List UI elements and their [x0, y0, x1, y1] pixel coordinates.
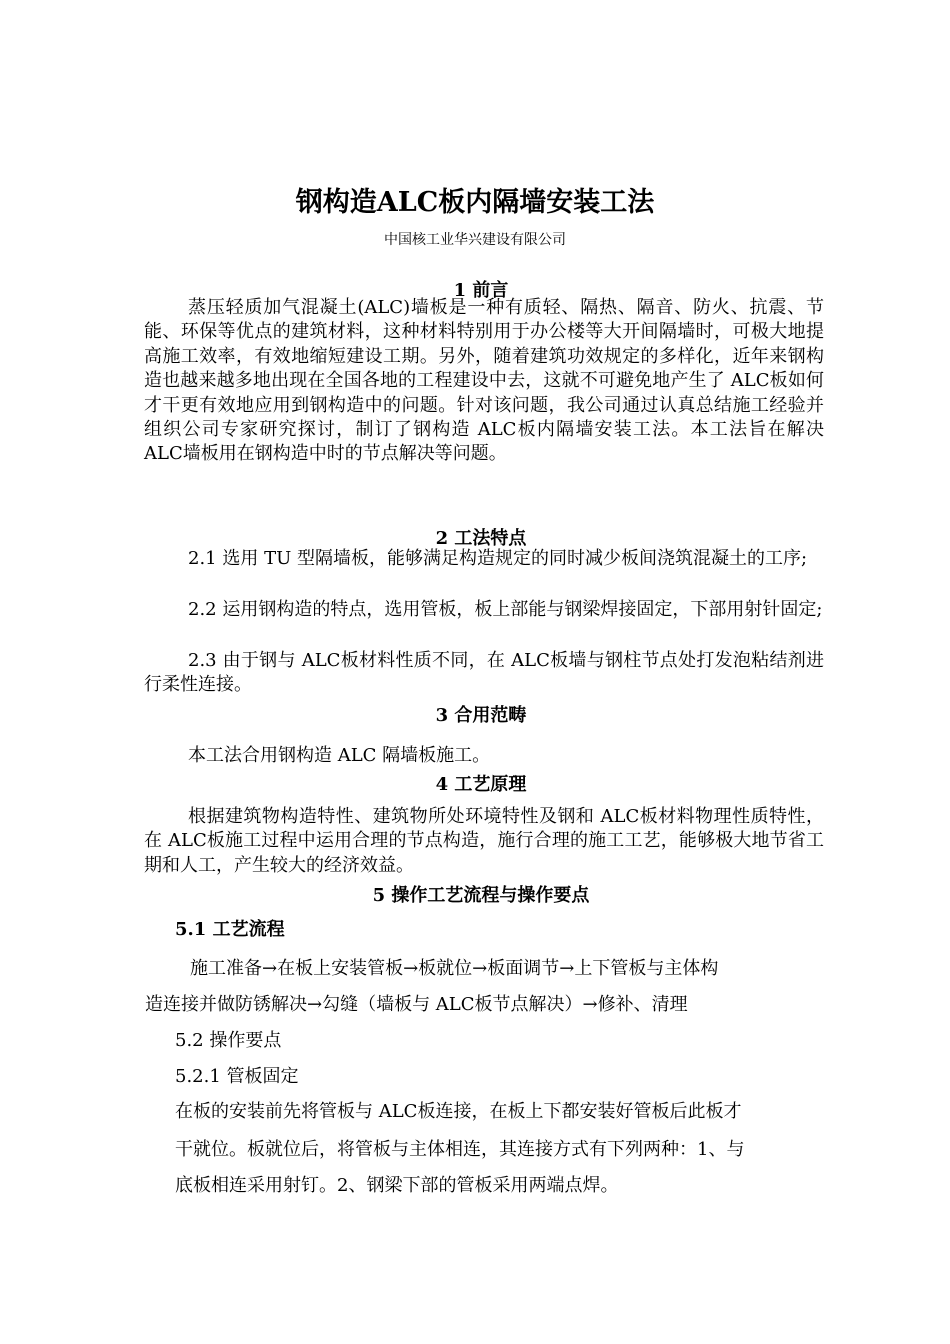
section-3-heading: 3 合用范畴 — [435, 705, 527, 726]
subsection-5-2-heading: 5.2 操作要点 — [175, 1030, 282, 1051]
section-3-paragraph: 本工法合用钢构造 ALC 隔墙板施工。 — [188, 745, 491, 766]
document-title: 钢构造ALC板内隔墙安装工法 — [295, 187, 655, 218]
section-2-item-2: 2.2 运用钢构造的特点，选用管板，板上部能与钢梁焊接固定，下部用射针固定; — [188, 599, 823, 620]
process-flow-line-1: 施工准备→在板上安装管板→板就位→板面调节→上下管板与主体构 — [190, 958, 719, 979]
pipe-plate-line-3: 底板相连采用射钉。2、钢梁下部的管板采用两端点焊。 — [175, 1175, 619, 1196]
subsection-5-2-1-heading: 5.2.1 管板固定 — [175, 1066, 299, 1087]
section-2-item-1: 2.1 选用 TU 型隔墙板，能够满足构造规定的同时减少板间浇筑混凝土的工序; — [188, 548, 808, 569]
section-2-heading: 2 工法特点 — [435, 528, 527, 549]
process-flow-line-2: 造连接并做防锈解决→勾缝（墙板与 ALC板节点解决）→修补、清理 — [145, 994, 688, 1015]
pipe-plate-line-2: 干就位。板就位后，将管板与主体相连，其连接方式有下列两种：1、与 — [175, 1139, 745, 1160]
subsection-5-1-heading: 5.1 工艺流程 — [175, 919, 285, 940]
section-4-heading: 4 工艺原理 — [435, 774, 527, 795]
pipe-plate-line-1: 在板的安装前先将管板与 ALC板连接，在板上下都安装好管板后此板才 — [175, 1101, 742, 1122]
section-5-heading: 5 操作工艺流程与操作要点 — [372, 885, 590, 906]
section-2-item-3: 2.3 由于钢与 ALC板材料性质不同，在 ALC板墙与钢柱节点处打发泡粘结剂进行柔性连接。 — [144, 650, 824, 696]
company-name: 中国核工业华兴建设有限公司 — [384, 232, 566, 248]
section-1-heading: 1 前言 — [453, 280, 509, 301]
section-1-paragraph: 蒸压轻质加气混凝土(ALC)墙板是一种有质轻、隔热、隔音、防火、抗震、节能、环保等优点的建筑材料，这种材料特别用于办公楼等大开间隔墙时，可极大地提高施工效率，有效地缩短建设工期。另外，随着建筑功效规定的多样化，近年来钢构造也越来越多地出现在全国各地的工程建设中去，这就不可避免地产生了 ALC板如何才干更有效地应用到钢构造中的问题。针对该问题，我公司通过认真总结施工经验并组织公司专家研究探讨，制订了钢构造 ALC板内隔墙安装工法。本工法旨在解决 ALC墙板用在钢构造中时的节点解决等问题。 — [144, 297, 824, 465]
section-4-paragraph: 根据建筑物构造特性、建筑物所处环境特性及钢和 ALC板材料物理性质特性，在 ALC板施工过程中运用合理的节点构造，施行合理的施工工艺，能够极大地节省工期和人工，产生较大的经济效益。 — [144, 806, 824, 876]
